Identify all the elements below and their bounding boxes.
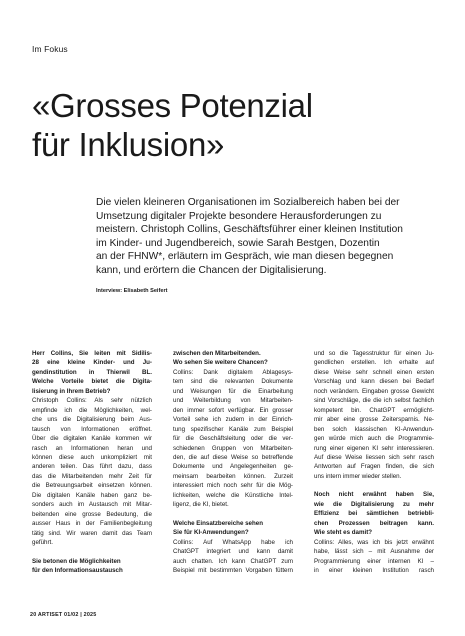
paragraph-gap: [173, 510, 293, 519]
body-line: noch verändern. Eingaben grosse Gewicht: [314, 387, 434, 395]
body-line: che uns die Digitalisierung beim Aus-: [32, 416, 152, 424]
question-line: lisierung in Ihrem Betrieb?: [32, 387, 111, 395]
body-line: Die digitalen Kanäle haben ganz be-: [32, 491, 152, 499]
body-line: empfinde ich die Möglichkeiten, wel-: [32, 406, 152, 414]
body-column-2: [173, 349, 293, 575]
body-line: Collins: Auf WhatsApp habe ich: [173, 538, 293, 546]
body-line: ligenz, die KI, bietet.: [173, 501, 229, 509]
lead-line: Umsetzung digitaler Projekte besondere Herausforderungen zu: [96, 210, 382, 222]
question-line: Wo sehen Sie weitere Chancen?: [173, 359, 268, 367]
body-line: geführt.: [32, 539, 53, 547]
headline-line: für Inklusion»: [32, 126, 225, 163]
body-line: den, die auf diese Weise so betreffende: [173, 453, 293, 461]
question-line: 28 eine kleine Kinder- und Ju-: [32, 359, 152, 367]
body-line: Collins: Dank digitalem Ablagesys-: [173, 368, 293, 376]
section-label: Im Fokus: [32, 44, 68, 54]
body-line: Christoph Collins: Als sehr nützlich: [32, 397, 152, 405]
body-line: tung spezifischer Kanäle zum Beispiel: [173, 425, 293, 433]
question-line: Herr Collins, Sie leiten mit Sidilis-: [32, 350, 152, 357]
headline-line: «Grosses Potenzial: [32, 87, 313, 124]
question-line: Welche Vorteile bietet die Digita-: [32, 378, 152, 386]
body-line: den immer sofort verfügbar. Ein grosser: [173, 406, 293, 414]
paragraph-gap: [32, 548, 152, 557]
body-line: ben solch klassischen KI-Anwendun-: [314, 425, 434, 433]
question-line: Noch nicht erwähnt haben Sie,: [314, 491, 434, 499]
body-line: habe, lässt sich – mit Ausnahme der: [314, 548, 434, 556]
body-line: die Betreuungsarbeit einsetzen können.: [32, 482, 152, 490]
question-line: wie die Digitalisierung zu mehr: [314, 500, 434, 508]
lead-line: meistern. Christoph Collins, Geschäftsführer einer kleinen Institution: [96, 224, 403, 236]
body-line: Über die digitalen Kanäle kommen wir: [32, 435, 152, 443]
body-line: ChatGPT integriert und kann damit: [173, 548, 293, 556]
byline: Interview: Elisabeth Seifert: [96, 288, 168, 294]
body-line: für die Geschäftsleitung oder die ver-: [173, 435, 293, 443]
body-line: lichkeiten, welche die Künstliche Intel-: [173, 491, 293, 499]
body-line: können diese auch unkompliziert mit: [32, 453, 152, 461]
body-line: meinsam bearbeiten können. Zurzeit: [173, 472, 293, 480]
question-line: Wie steht es damit?: [314, 529, 373, 537]
body-line: das die Mitarbeitenden mehr Zeit für: [32, 472, 152, 480]
question-line: zwischen den Mitarbeitenden.: [173, 350, 261, 357]
body-line: Antworten auf Fragen finden, die sich: [314, 463, 434, 471]
body-line: tem sind die relevanten Dokumente: [173, 378, 293, 386]
lead-line: im Kinder- und Jugendbereich, sowie Sarah Bestgen, Dozentin: [96, 237, 380, 249]
body-line: diese Weise sehr schnell einen ersten: [314, 368, 434, 376]
paragraph-gap: [314, 481, 434, 490]
body-line: Dokumente und Angelegenheiten ge-: [173, 463, 293, 471]
lead-line: Die vielen kleineren Organisationen im Sozialbereich haben bei der: [96, 197, 400, 208]
body-line: Programmierung einer internen KI –: [314, 557, 434, 565]
body-line: rung einer eigenen KI sehr interessieren.: [314, 444, 434, 452]
body-line: sind Vorschläge, die die ich selbst fachlich: [314, 397, 434, 405]
question-line: Sie betonen die Möglichkeiten: [32, 557, 121, 565]
body-line: Collins: Alles, was ich bis jetzt erwähnt: [314, 538, 434, 546]
body-line: interessiert mich noch sehr für die Mög-: [173, 482, 293, 490]
question-line: Welche Einsatzbereiche sehen: [173, 519, 263, 527]
body-line: anderen teilen. Das führt dazu, dass: [32, 463, 152, 471]
body-line: auch chatten. Ich kann ChatGPT zum: [173, 557, 293, 565]
body-line: und so die Tagesstruktur für einen Ju-: [314, 350, 434, 357]
body-line: und Weisungen für die Einarbeitung: [173, 387, 293, 395]
body-line: rasch an Informationen heran und: [32, 444, 152, 452]
body-line: ausser Haus in der Familienbegleitung: [32, 520, 152, 528]
question-line: chen Prozessen beitragen kann.: [314, 519, 434, 527]
body-line: Vorschlag und kann diesen bei Bedarf: [314, 378, 434, 386]
body-line: gendlichen erstellen. Ich erhalte auf: [314, 359, 434, 367]
lead-line: an der FHNW*, erläutern im Gespräch, wie man diesen begegnen: [96, 251, 394, 263]
lead-line: kann, und erörtern die Chancen der Digitalisierung.: [96, 264, 327, 276]
body-line: kompetent bin. ChatGPT ermöglicht-: [314, 406, 434, 414]
body-line: tätig sind. Wir waren damit das Team: [32, 529, 152, 537]
body-line: und Weiterbildung von Mitarbeiten-: [173, 397, 293, 405]
page-footer: 20 ARTISET 01/02 | 2025: [30, 612, 97, 618]
question-line: Sie für KI-Anwendungen?: [173, 529, 249, 537]
body-column-3: [314, 349, 434, 575]
body-line: in einer kleinen Institution rasch: [314, 566, 434, 574]
body-line: Vorteil sehe ich zudem in der Einrich-: [173, 416, 293, 424]
question-line: Effizienz bei sämtlichen betriebli-: [314, 510, 434, 518]
body-line: gen würde mich auch die Programmie-: [314, 435, 434, 443]
lead-paragraph: [96, 196, 438, 278]
question-line: gendinstitution in Thierwil BL.: [32, 368, 152, 376]
body-line: mir aber eine grosse Zeitersparnis. Ne-: [314, 416, 434, 424]
body-line: sonders auch im Austausch mit Mitar-: [32, 501, 152, 509]
question-line: für den Informationsaustausch: [32, 566, 123, 574]
body-line: Beispiel mit bestimmten Vorgaben füttern: [173, 566, 293, 574]
body-line: tausch von Informationen eröffnet.: [32, 425, 152, 433]
body-line: schiedenen Gruppen von Mitarbeiten-: [173, 444, 293, 452]
body-line: Auf diese Weise liessen sich sehr rasch: [314, 453, 434, 461]
body-line: beitenden eine grosse Bedeutung, die: [32, 510, 152, 518]
body-line: uns intern immer wieder stellen.: [314, 472, 402, 480]
headline: [32, 86, 452, 164]
body-column-1: [32, 349, 152, 575]
